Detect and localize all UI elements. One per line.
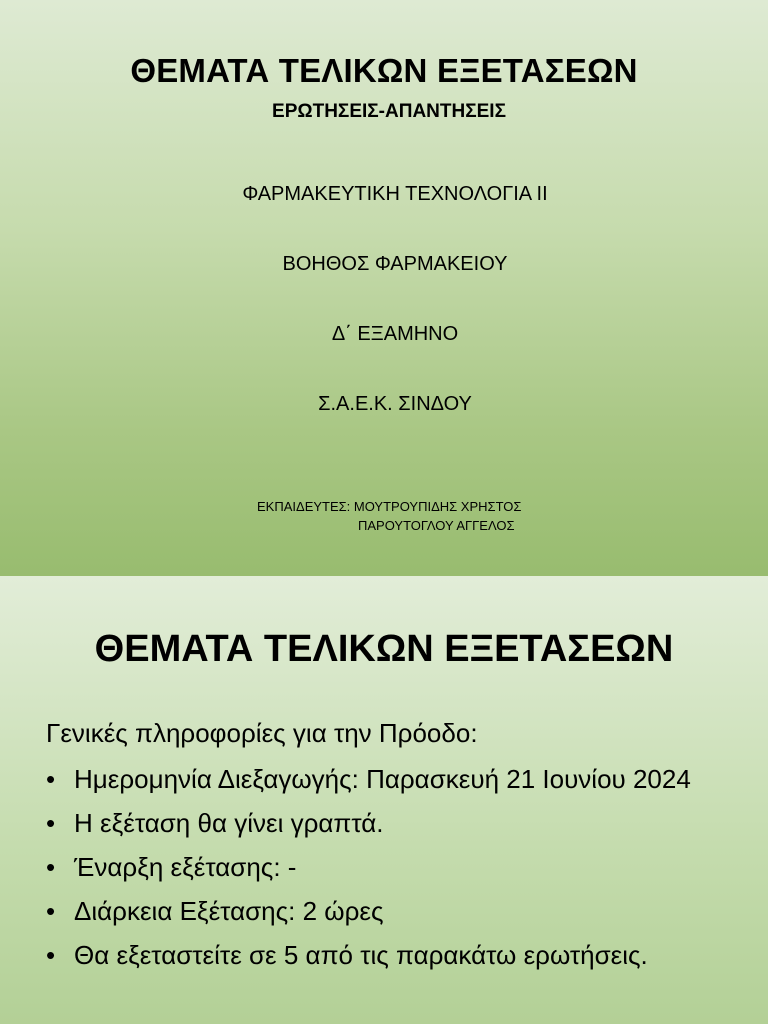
slide-subtitle: ΕΡΩΤΗΣΕΙΣ-ΑΠΑΝΤΗΣΕΙΣ (272, 101, 506, 122)
list-item (46, 804, 746, 842)
slide-title: ΘΕΜΑΤΑ ΤΕΛΙΚΩΝ ΕΞΕΤΑΣΕΩΝ (130, 52, 638, 89)
list-item-text: Θα εξεταστείτε σε 5 από τις παρακάτω ερωτήσεις. (74, 940, 648, 970)
instructors-line-1: ΕΚΠΑΙΔΕΥΤΕΣ: ΜΟΥΤΡΟΥΠΙΔΗΣ ΧΡΗΣΤΟΣ (257, 499, 522, 514)
course-name: ΦΑΡΜΑΚΕΥΤΙΚΗ ΤΕΧΝΟΛΟΓΙΑ ΙΙ (242, 183, 548, 205)
specialty-name: ΒΟΗΘΟΣ ΦΑΡΜΑΚΕΙΟΥ (282, 253, 508, 275)
list-item (46, 760, 746, 798)
school-name: Σ.Α.Ε.Κ. ΣΙΝΔΟΥ (318, 393, 472, 415)
instructors-block (257, 497, 521, 535)
bullet-icon: • (46, 808, 56, 838)
list-item (46, 936, 746, 974)
content-slide (0, 576, 768, 1024)
bullet-list (46, 760, 746, 980)
instructors-line-2: ΠΑΡΟΥΤΟΓΛΟΥ ΑΓΓΕΛΟΣ (358, 518, 515, 533)
list-item-text: Διάρκεια Εξέτασης: 2 ώρες (74, 896, 384, 926)
list-item-text: Η εξέταση θα γίνει γραπτά. (74, 808, 384, 838)
semester-label: Δ΄ ΕΞΑΜΗΝΟ (331, 323, 459, 345)
bullet-icon: • (46, 896, 56, 926)
list-item-text: Ημερομηνία Διεξαγωγής: Παρασκευή 21 Ιουνίου 2024 (74, 764, 691, 794)
bullet-icon: • (46, 940, 56, 970)
intro-text: Γενικές πληροφορίες για την Πρόοδο: (46, 718, 478, 748)
slide-title: ΘΕΜΑΤΑ ΤΕΛΙΚΩΝ ΕΞΕΤΑΣΕΩΝ (94, 628, 674, 670)
list-item (46, 892, 746, 930)
list-item (46, 848, 746, 886)
bullet-icon: • (46, 764, 56, 794)
list-item-text: Έναρξη εξέτασης: - (74, 852, 297, 882)
bullet-icon: • (46, 852, 56, 882)
